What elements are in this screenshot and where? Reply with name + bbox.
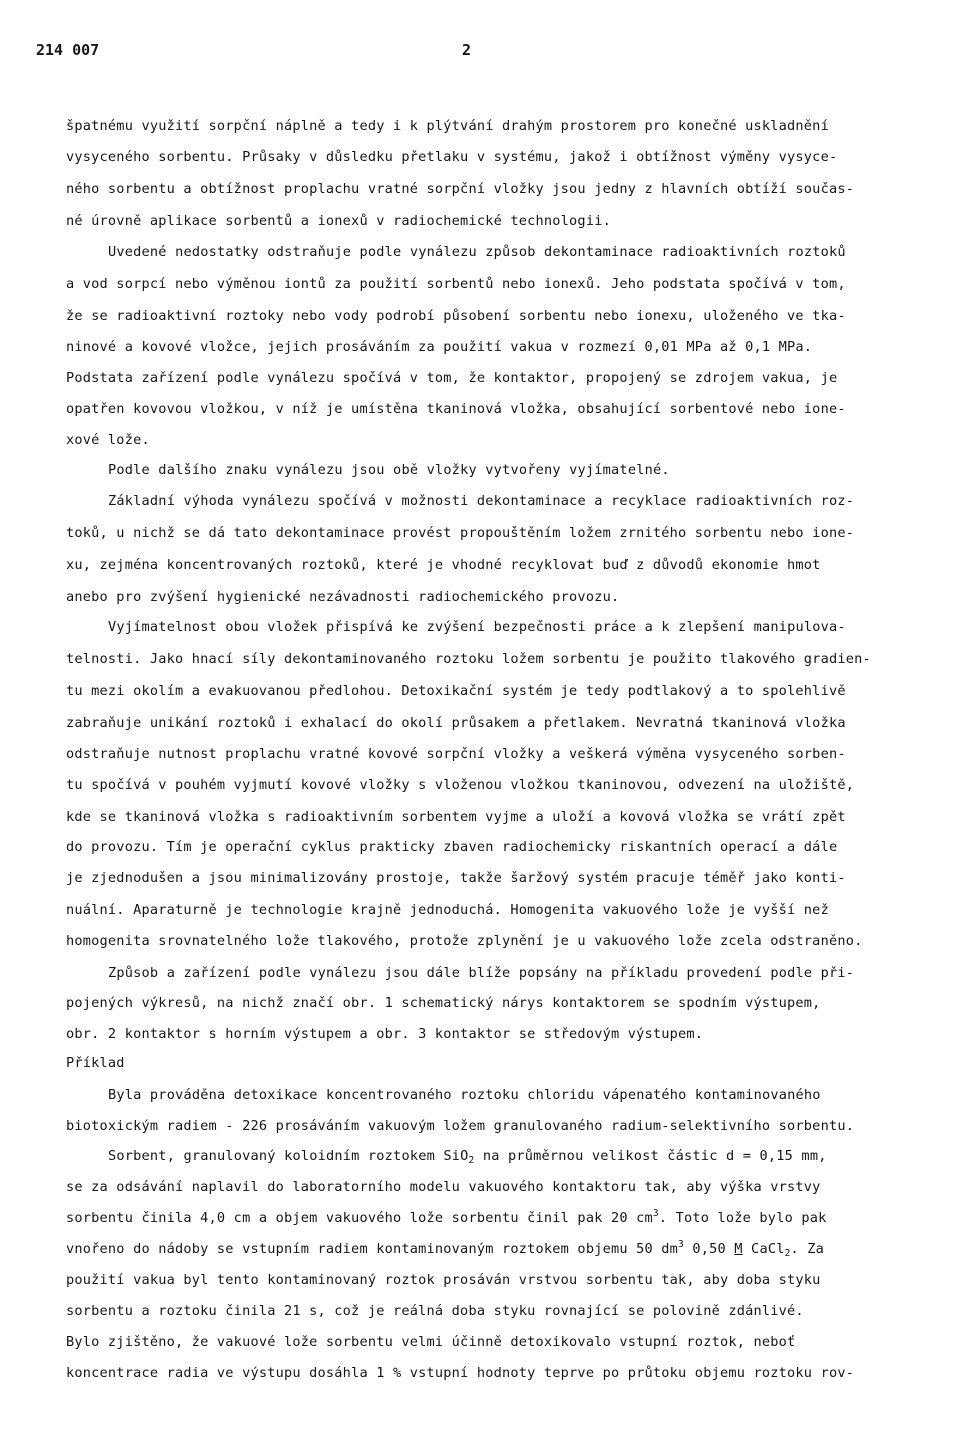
text-line: tu mezi okolím a evakuovanou předlohou. Detoxikační systém je tedy podtlakový a to spolehlivě <box>66 683 846 699</box>
text-line <box>66 1240 824 1258</box>
text-line: Vyjímatelnost obou vložek přispívá ke zvýšení bezpečnosti práce a k zlepšení manipulova- <box>108 619 846 635</box>
text-segment: sorbentu činila 4,0 cm a objem vakuového lože sorbentu činil pak 20 cm <box>66 1210 653 1226</box>
subscript: 2 <box>784 1248 791 1259</box>
text-line: toků, u nichž se dá tato dekontaminace provést propouštěním ložem zrnitého sorbentu nebo ione- <box>66 525 855 541</box>
text-line: Bylo zjištěno, že vakuové lože sorbentu velmi účinně detoxikovalo vstupní roztok, neboť <box>66 1334 796 1350</box>
text-line: Podle dalšího znaku vynálezu jsou obě vložky vytvořeny vyjímatelné. <box>108 462 670 478</box>
text-segment: CaCl <box>742 1241 785 1257</box>
text-line: Způsob a zařízení podle vynálezu jsou dále blíže popsány na příkladu provedení podle při- <box>108 965 855 981</box>
text-line: do provozu. Tím je operační cyklus prakticky zbaven radiochemicky riskantních operací a dále <box>66 839 838 855</box>
text-line: vysyceného sorbentu. Průsaky v důsledku přetlaku v systému, jakož i obtížnost výměny vysyce- <box>66 149 838 165</box>
text-line: sorbentu a roztoku činila 21 s, což je reálná doba styku rovnající se polovině zdánlivé. <box>66 1303 804 1319</box>
text-line: xové lože. <box>66 432 150 448</box>
text-line: né úrovně aplikace sorbentů a ionexů v radiochemické technologii. <box>66 213 611 229</box>
text-line: Uvedené nedostatky odstraňuje podle vynálezu způsob dekontaminace radioaktivních roztoků <box>108 244 846 260</box>
text-line: koncentrace radia ve výstupu dosáhla 1 % vstupní hodnoty teprve po průtoku objemu roztoku rov- <box>66 1365 855 1381</box>
text-segment: 0,50 <box>683 1241 735 1257</box>
text-line <box>108 1147 827 1165</box>
text-line: a vod sorpcí nebo výměnou iontů za použití sorbentů nebo ionexů. Jeho podstata spočívá v tom, <box>66 276 846 292</box>
document-number: 214 007 <box>36 41 100 59</box>
text-line: že se radioaktivní roztoky nebo vody podrobí působení sorbentu nebo ionexu, uloženého ve tka- <box>66 308 846 324</box>
text-line: použití vakua byl tento kontaminovaný roztok prosáván vrstvou sorbentu tak, aby doba styku <box>66 1272 821 1288</box>
text-line: tu spočívá v pouhém vyjmutí kovové vložky s vloženou vložkou tkaninovou, odvezení na uložiště, <box>66 777 855 793</box>
molarity-symbol: M <box>734 1241 743 1257</box>
text-line: ného sorbentu a obtížnost proplachu vratné sorpční vložky jsou jedny z hlavních obtíží součas- <box>66 181 855 197</box>
text-line: biotoxickým radiem - 226 prosáváním vakuovým ložem granulovaného radium-selektivního sorbentu. <box>66 1118 855 1134</box>
text-line: homogenita srovnatelného lože tlakového, protože zplynění je u vakuového lože zcela odstraněno. <box>66 933 863 949</box>
text-line: anebo pro zvýšení hygienické nezávadnosti radiochemického provozu. <box>66 589 620 605</box>
text-line: xu, zejména koncentrovaných roztoků, které je vhodné recyklovat buď z důvodů ekonomie hmot <box>66 557 821 573</box>
text-line: se za odsávání naplavil do laboratorního modelu vakuového kontaktoru tak, aby výška vrstvy <box>66 1179 821 1195</box>
text-segment: vnořeno do nádoby se vstupním radiem kontaminovaným roztokem objemu 50 dm <box>66 1241 679 1257</box>
text-segment: . Za <box>790 1241 825 1257</box>
text-line: pojených výkresů, na nichž značí obr. 1 schematický nárys kontaktorem se spodním výstupem, <box>66 995 821 1011</box>
text-line: Základní výhoda vynálezu spočívá v možnosti dekontaminace a recyklace radioaktivních roz- <box>108 493 855 509</box>
text-line: špatnému využití sorpční náplně a tedy i k plýtvání drahým prostorem pro konečné uskladnění <box>66 118 829 134</box>
text-line: zabraňuje unikání roztoků i exhalací do okolí průsakem a přetlakem. Nevratná tkaninová vložka <box>66 715 846 731</box>
text-line: ninové a kovové vložce, jejich prosáváním za použití vakua v rozmezí 0,01 MPa až 0,1 MPa. <box>66 339 813 355</box>
text-line: je zjednodušen a jsou minimalizovány prostoje, takže šaržový systém pracuje téměř jako konti- <box>66 870 846 886</box>
subscript: 2 <box>468 1155 475 1166</box>
text-line: Podstata zařízení podle vynálezu spočívá v tom, že kontaktor, propojený se zdrojem vakua, je <box>66 370 838 386</box>
text-line: nuální. Aparaturně je technologie krajně jednoduchá. Homogenita vakuového lože je vyšší než <box>66 902 829 918</box>
superscript: 3 <box>678 1239 684 1250</box>
text-line: Byla prováděna detoxikace koncentrovaného roztoku chloridu vápenatého kontaminovaného <box>108 1087 821 1103</box>
page-number: 2 <box>462 41 472 59</box>
text-line: odstraňuje nutnost proplachu vratné kovové sorpční vložky a veškerá výměna vysyceného sorben- <box>66 746 846 762</box>
superscript: 3 <box>652 1208 659 1219</box>
text-line: opatřen kovovou vložkou, v níž je umístěna tkaninová vložka, obsahující sorbentové nebo ione- <box>66 401 846 417</box>
text-line: kde se tkaninová vložka s radioaktivním sorbentem vyjme a uloží a kovová vložka se vrátí zpět <box>66 809 846 825</box>
text-line: telnosti. Jako hnací síly dekontaminovaného roztoku ložem sorbentu je použito tlakového gradien- <box>66 651 871 667</box>
section-heading: Příklad <box>66 1055 125 1071</box>
text-segment: . Toto lože bylo pak <box>658 1210 827 1226</box>
text-segment: na průměrnou velikost částic d = 0,15 mm, <box>474 1148 827 1164</box>
text-line <box>66 1209 827 1227</box>
text-line: obr. 2 kontaktor s horním výstupem a obr. 3 kontaktor se středovým výstupem. <box>66 1026 704 1042</box>
text-segment: Sorbent, granulovaný koloidním roztokem SiO <box>108 1148 469 1164</box>
